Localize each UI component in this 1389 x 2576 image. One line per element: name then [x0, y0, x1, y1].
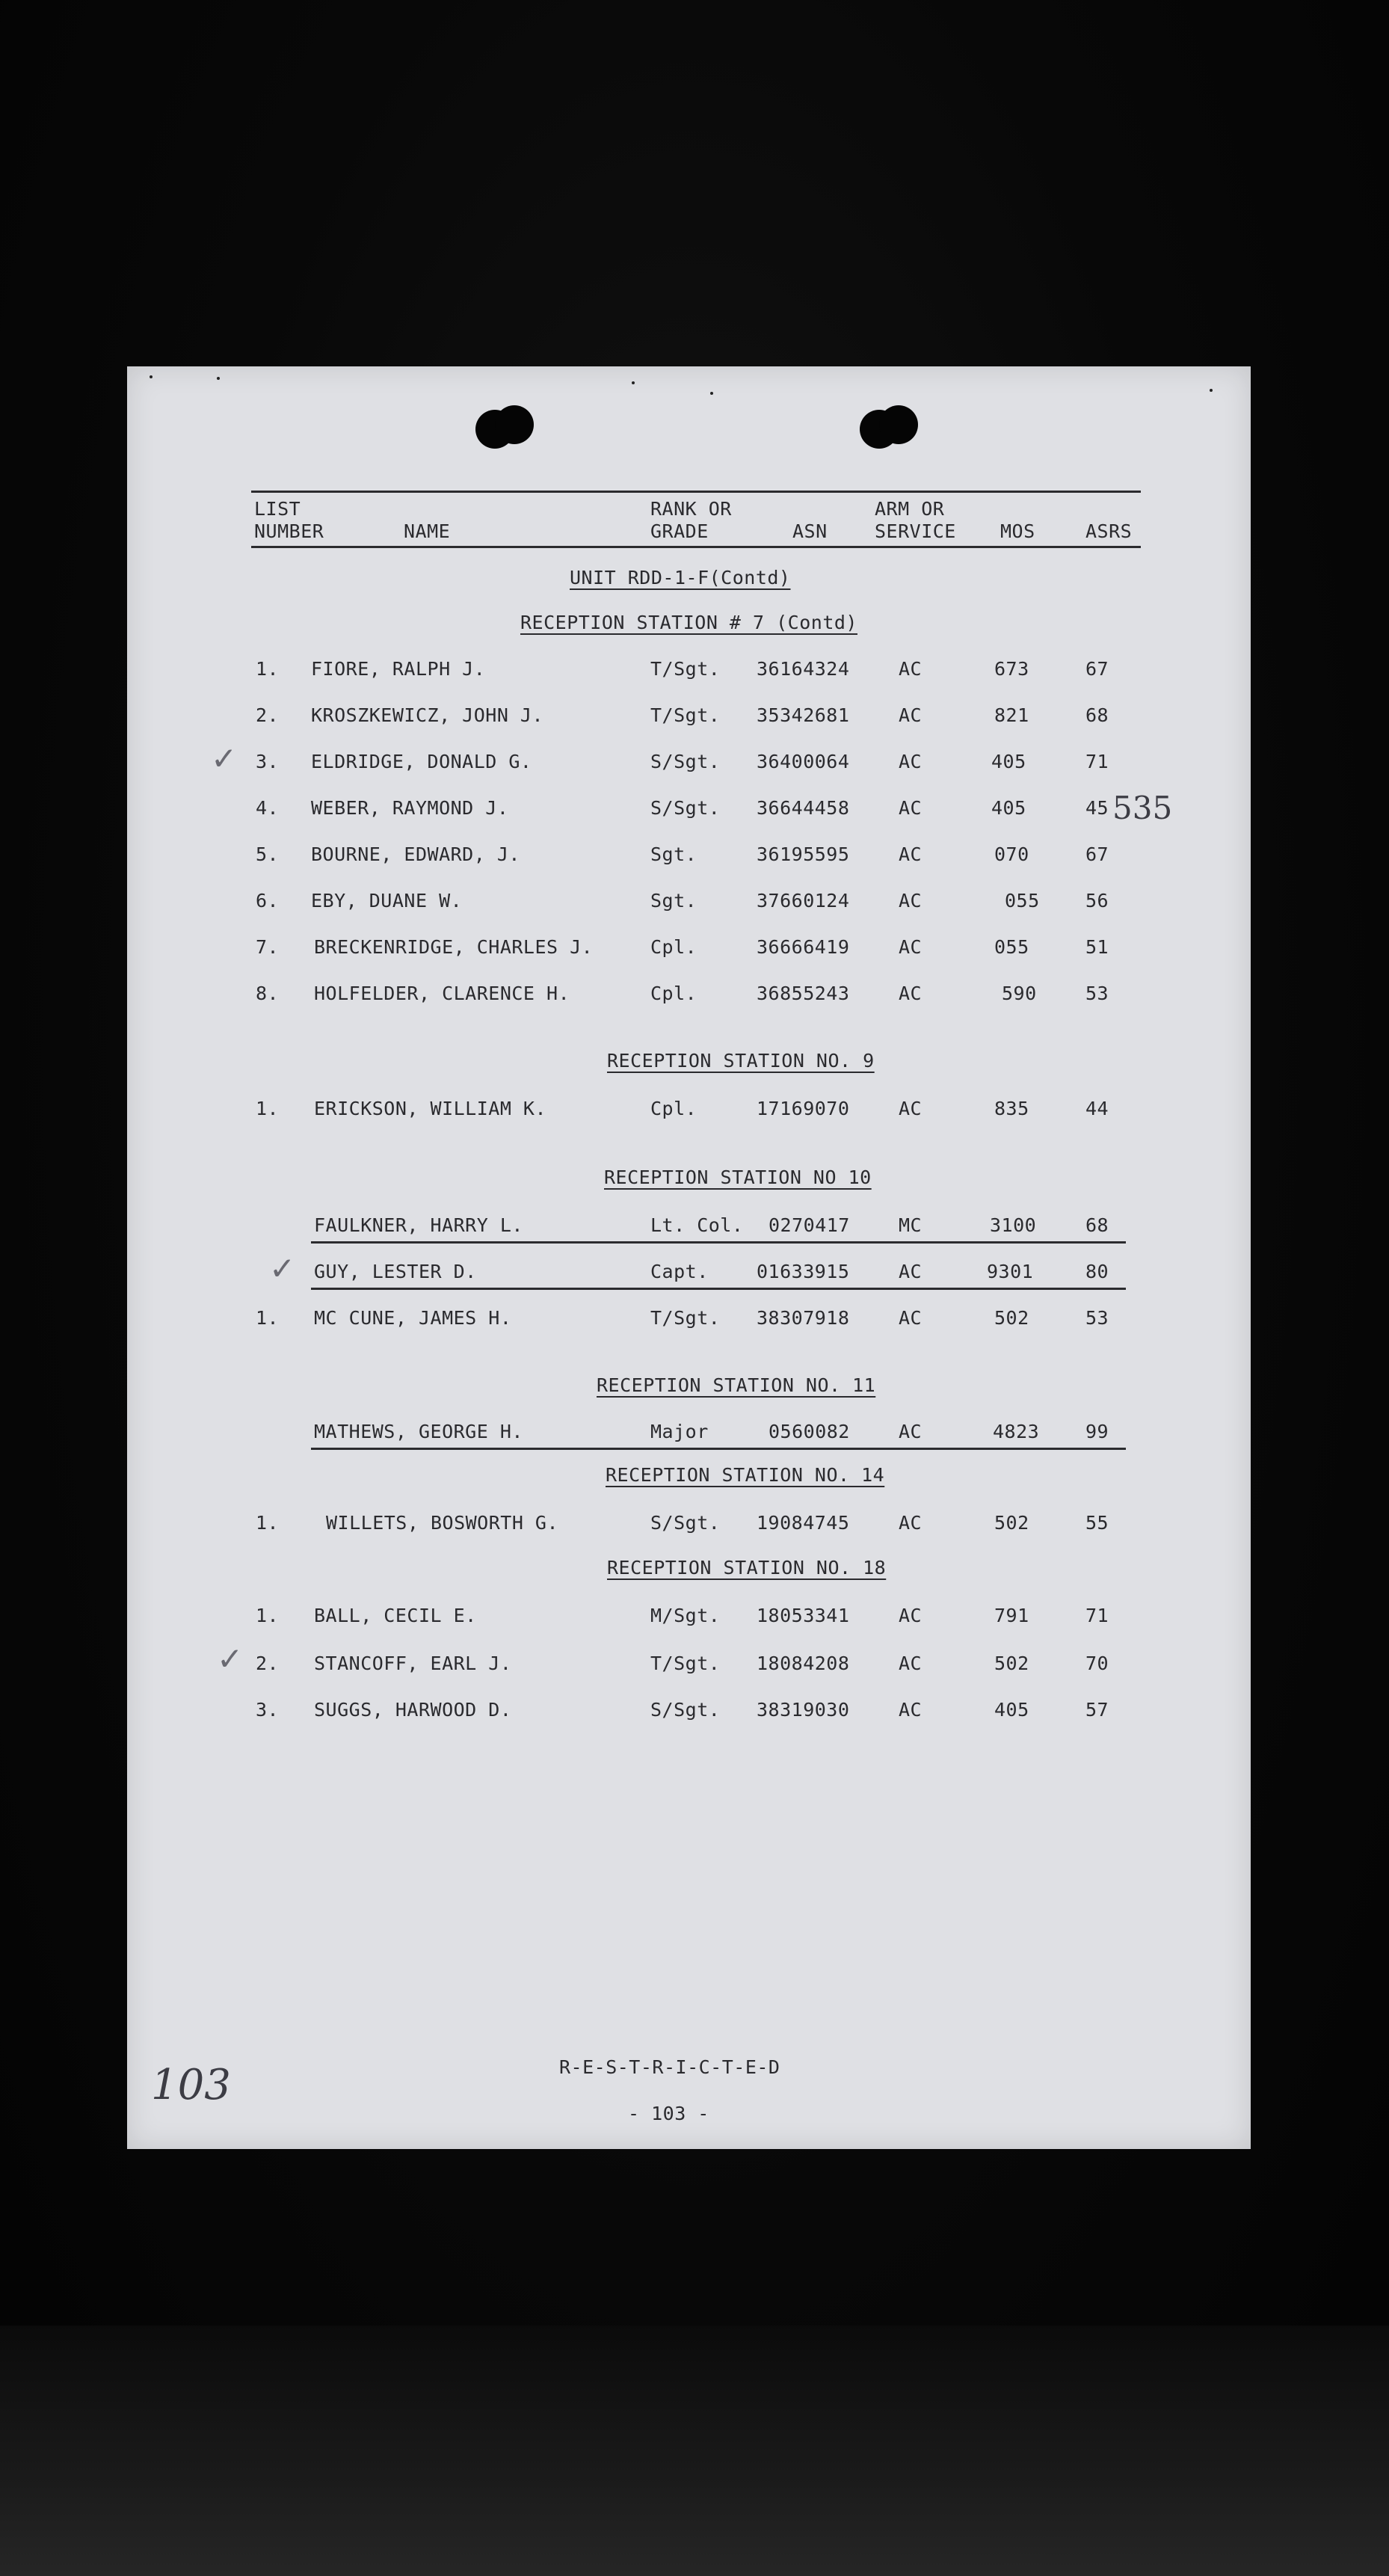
row-arm: AC: [899, 1699, 923, 1721]
col-header-asrs: ASRS: [1085, 520, 1133, 542]
speck: [150, 375, 153, 378]
row-arm: AC: [899, 936, 923, 958]
row-asrs: 67: [1085, 843, 1109, 865]
row-asn: 36195595: [757, 843, 850, 865]
check-mark-icon: ✓: [217, 1641, 244, 1677]
row-name: EBY, DUANE W.: [311, 890, 463, 912]
row-rank: Lt. Col.: [650, 1214, 744, 1236]
row-mos: 673: [994, 658, 1029, 680]
row-arm: AC: [899, 1098, 923, 1119]
row-mos: 9301: [987, 1261, 1034, 1282]
row-rank: Cpl.: [650, 1098, 697, 1119]
document-page: [127, 366, 1251, 2149]
col-header-name: NAME: [404, 520, 451, 542]
row-asn: 35342681: [757, 704, 850, 726]
row-name: HOLFELDER, CLARENCE H.: [314, 983, 570, 1004]
row-asrs: 44: [1085, 1098, 1109, 1119]
row-asrs: 68: [1085, 704, 1109, 726]
row-asn: 36164324: [757, 658, 850, 680]
row-arm: AC: [899, 751, 923, 772]
handwritten-page-number: 103: [151, 2061, 231, 2109]
row-mos: 835: [994, 1098, 1029, 1119]
speck: [710, 392, 713, 395]
row-mos: 055: [994, 936, 1029, 958]
row-number: 1.: [256, 1605, 280, 1626]
row-asrs: 53: [1085, 1307, 1109, 1329]
row-asn: 36666419: [757, 936, 850, 958]
speck: [217, 377, 220, 380]
row-name: MC CUNE, JAMES H.: [314, 1307, 512, 1329]
punch-hole-left-b: [495, 405, 534, 444]
row-asn: 01633915: [757, 1261, 850, 1282]
row-number: 2.: [256, 1653, 280, 1674]
row-name: WEBER, RAYMOND J.: [311, 797, 509, 819]
row-mos: 502: [994, 1512, 1029, 1534]
col-header-mos: MOS: [1000, 520, 1035, 542]
row-name: GUY, LESTER D.: [314, 1261, 477, 1282]
row-number: 1.: [256, 658, 280, 680]
row-mos: 070: [994, 843, 1029, 865]
row-name: BALL, CECIL E.: [314, 1605, 477, 1626]
col-header-list-1: LIST: [254, 498, 301, 520]
row-arm: AC: [899, 1512, 923, 1534]
row-number: 1.: [256, 1307, 280, 1329]
row-number: 1.: [256, 1098, 280, 1119]
row-arm: AC: [899, 1421, 923, 1442]
header-bottom-rule: [251, 546, 1141, 548]
row-asrs: 57: [1085, 1699, 1109, 1721]
section-title-station-10: RECEPTION STATION NO 10: [604, 1166, 872, 1188]
row-asn: 36644458: [757, 797, 850, 819]
row-asn: 0560082: [769, 1421, 850, 1442]
col-header-rank-2: GRADE: [650, 520, 709, 542]
row-mos: 3100: [990, 1214, 1037, 1236]
section-title-station-7: RECEPTION STATION # 7 (Contd): [520, 612, 857, 633]
row-rank: T/Sgt.: [650, 704, 721, 726]
row-mos: 4823: [993, 1421, 1040, 1442]
row-mos: 502: [994, 1307, 1029, 1329]
check-mark-icon: ✓: [269, 1250, 296, 1287]
row-name: WILLETS, BOSWORTH G.: [326, 1512, 559, 1534]
row-asn: 19084745: [757, 1512, 850, 1534]
col-header-asn: ASN: [792, 520, 828, 542]
section-title-station-18: RECEPTION STATION NO. 18: [607, 1557, 887, 1579]
row-arm: AC: [899, 1261, 923, 1282]
col-header-arm-1: ARM OR: [875, 498, 945, 520]
row-rank: Capt.: [650, 1261, 709, 1282]
unit-title: UNIT RDD-1-F(Contd): [570, 567, 791, 588]
row-mos: 405: [991, 797, 1026, 819]
row-number: 2.: [256, 704, 280, 726]
row-name: FIORE, RALPH J.: [311, 658, 486, 680]
row-mos: 821: [994, 704, 1029, 726]
row-asrs: 71: [1085, 1605, 1109, 1626]
row-asrs: 80: [1085, 1261, 1109, 1282]
row-name: SUGGS, HARWOOD D.: [314, 1699, 512, 1721]
speck: [632, 381, 635, 384]
row-arm: AC: [899, 843, 923, 865]
row-name: STANCOFF, EARL J.: [314, 1653, 512, 1674]
page-number: - 103 -: [628, 2103, 709, 2124]
header-top-rule: [251, 491, 1141, 493]
row-mos: 502: [994, 1653, 1029, 1674]
punch-hole-right-b: [879, 405, 918, 444]
row-rank: M/Sgt.: [650, 1605, 721, 1626]
col-header-rank-1: RANK OR: [650, 498, 732, 520]
scanner-bed-strip: [0, 2326, 1389, 2576]
row-arm: AC: [899, 704, 923, 726]
row-mos: 590: [1002, 983, 1037, 1004]
row-number: 3.: [256, 1699, 280, 1721]
row-asn: 36400064: [757, 751, 850, 772]
row-arm: AC: [899, 1653, 923, 1674]
row-rank: T/Sgt.: [650, 658, 721, 680]
row-asrs: 53: [1085, 983, 1109, 1004]
section-title-station-11: RECEPTION STATION NO. 11: [597, 1374, 876, 1396]
table-row-struck: [311, 1214, 1126, 1244]
row-rank: Cpl.: [650, 983, 697, 1004]
row-asn: 18084208: [757, 1653, 850, 1674]
row-mos: 791: [994, 1605, 1029, 1626]
table-row-struck: [311, 1261, 1126, 1290]
check-mark-icon: ✓: [211, 740, 238, 777]
col-header-arm-2: SERVICE: [875, 520, 956, 542]
row-rank: Sgt.: [650, 890, 697, 912]
row-number: 8.: [256, 983, 280, 1004]
row-arm: MC: [899, 1214, 923, 1236]
row-asrs: 71: [1085, 751, 1109, 772]
row-arm: AC: [899, 1307, 923, 1329]
row-asn: 38307918: [757, 1307, 850, 1329]
row-asrs: 68: [1085, 1214, 1109, 1236]
row-name: ERICKSON, WILLIAM K.: [314, 1098, 547, 1119]
row-arm: AC: [899, 797, 923, 819]
table-row-struck: [311, 1421, 1126, 1450]
section-title-station-14: RECEPTION STATION NO. 14: [606, 1464, 885, 1486]
row-number: 1.: [256, 1512, 280, 1534]
row-rank: Sgt.: [650, 843, 697, 865]
row-asrs: 55: [1085, 1512, 1109, 1534]
row-number: 5.: [256, 843, 280, 865]
row-arm: AC: [899, 1605, 923, 1626]
row-asrs: 99: [1085, 1421, 1109, 1442]
row-name: FAULKNER, HARRY L.: [314, 1214, 523, 1236]
classification-marking: R-E-S-T-R-I-C-T-E-D: [559, 2056, 780, 2078]
row-rank: T/Sgt.: [650, 1653, 721, 1674]
row-asrs: 45: [1085, 797, 1109, 819]
col-header-list-2: NUMBER: [254, 520, 324, 542]
margin-stamp-number: 535: [1112, 790, 1173, 826]
row-asn: 38319030: [757, 1699, 850, 1721]
row-arm: AC: [899, 658, 923, 680]
row-asrs: 51: [1085, 936, 1109, 958]
row-asn: 17169070: [757, 1098, 850, 1119]
row-rank: S/Sgt.: [650, 1699, 721, 1721]
row-mos: 405: [994, 1699, 1029, 1721]
section-title-station-9: RECEPTION STATION NO. 9: [607, 1050, 875, 1072]
row-asrs: 56: [1085, 890, 1109, 912]
row-name: ELDRIDGE, DONALD G.: [311, 751, 532, 772]
row-number: 3.: [256, 751, 280, 772]
row-asn: 36855243: [757, 983, 850, 1004]
row-rank: Major: [650, 1421, 709, 1442]
row-mos: 405: [991, 751, 1026, 772]
row-name: BRECKENRIDGE, CHARLES J.: [314, 936, 594, 958]
row-mos: 055: [1005, 890, 1040, 912]
row-rank: S/Sgt.: [650, 1512, 721, 1534]
speck: [1210, 389, 1213, 392]
row-number: 4.: [256, 797, 280, 819]
row-number: 7.: [256, 936, 280, 958]
row-rank: T/Sgt.: [650, 1307, 721, 1329]
row-arm: AC: [899, 890, 923, 912]
row-rank: S/Sgt.: [650, 797, 721, 819]
row-asn: 18053341: [757, 1605, 850, 1626]
row-rank: Cpl.: [650, 936, 697, 958]
row-arm: AC: [899, 983, 923, 1004]
row-number: 6.: [256, 890, 280, 912]
row-name: BOURNE, EDWARD, J.: [311, 843, 520, 865]
row-name: MATHEWS, GEORGE H.: [314, 1421, 523, 1442]
row-asn: 0270417: [769, 1214, 850, 1236]
row-asn: 37660124: [757, 890, 850, 912]
row-rank: S/Sgt.: [650, 751, 721, 772]
row-asrs: 67: [1085, 658, 1109, 680]
row-asrs: 70: [1085, 1653, 1109, 1674]
row-name: KROSZKEWICZ, JOHN J.: [311, 704, 544, 726]
